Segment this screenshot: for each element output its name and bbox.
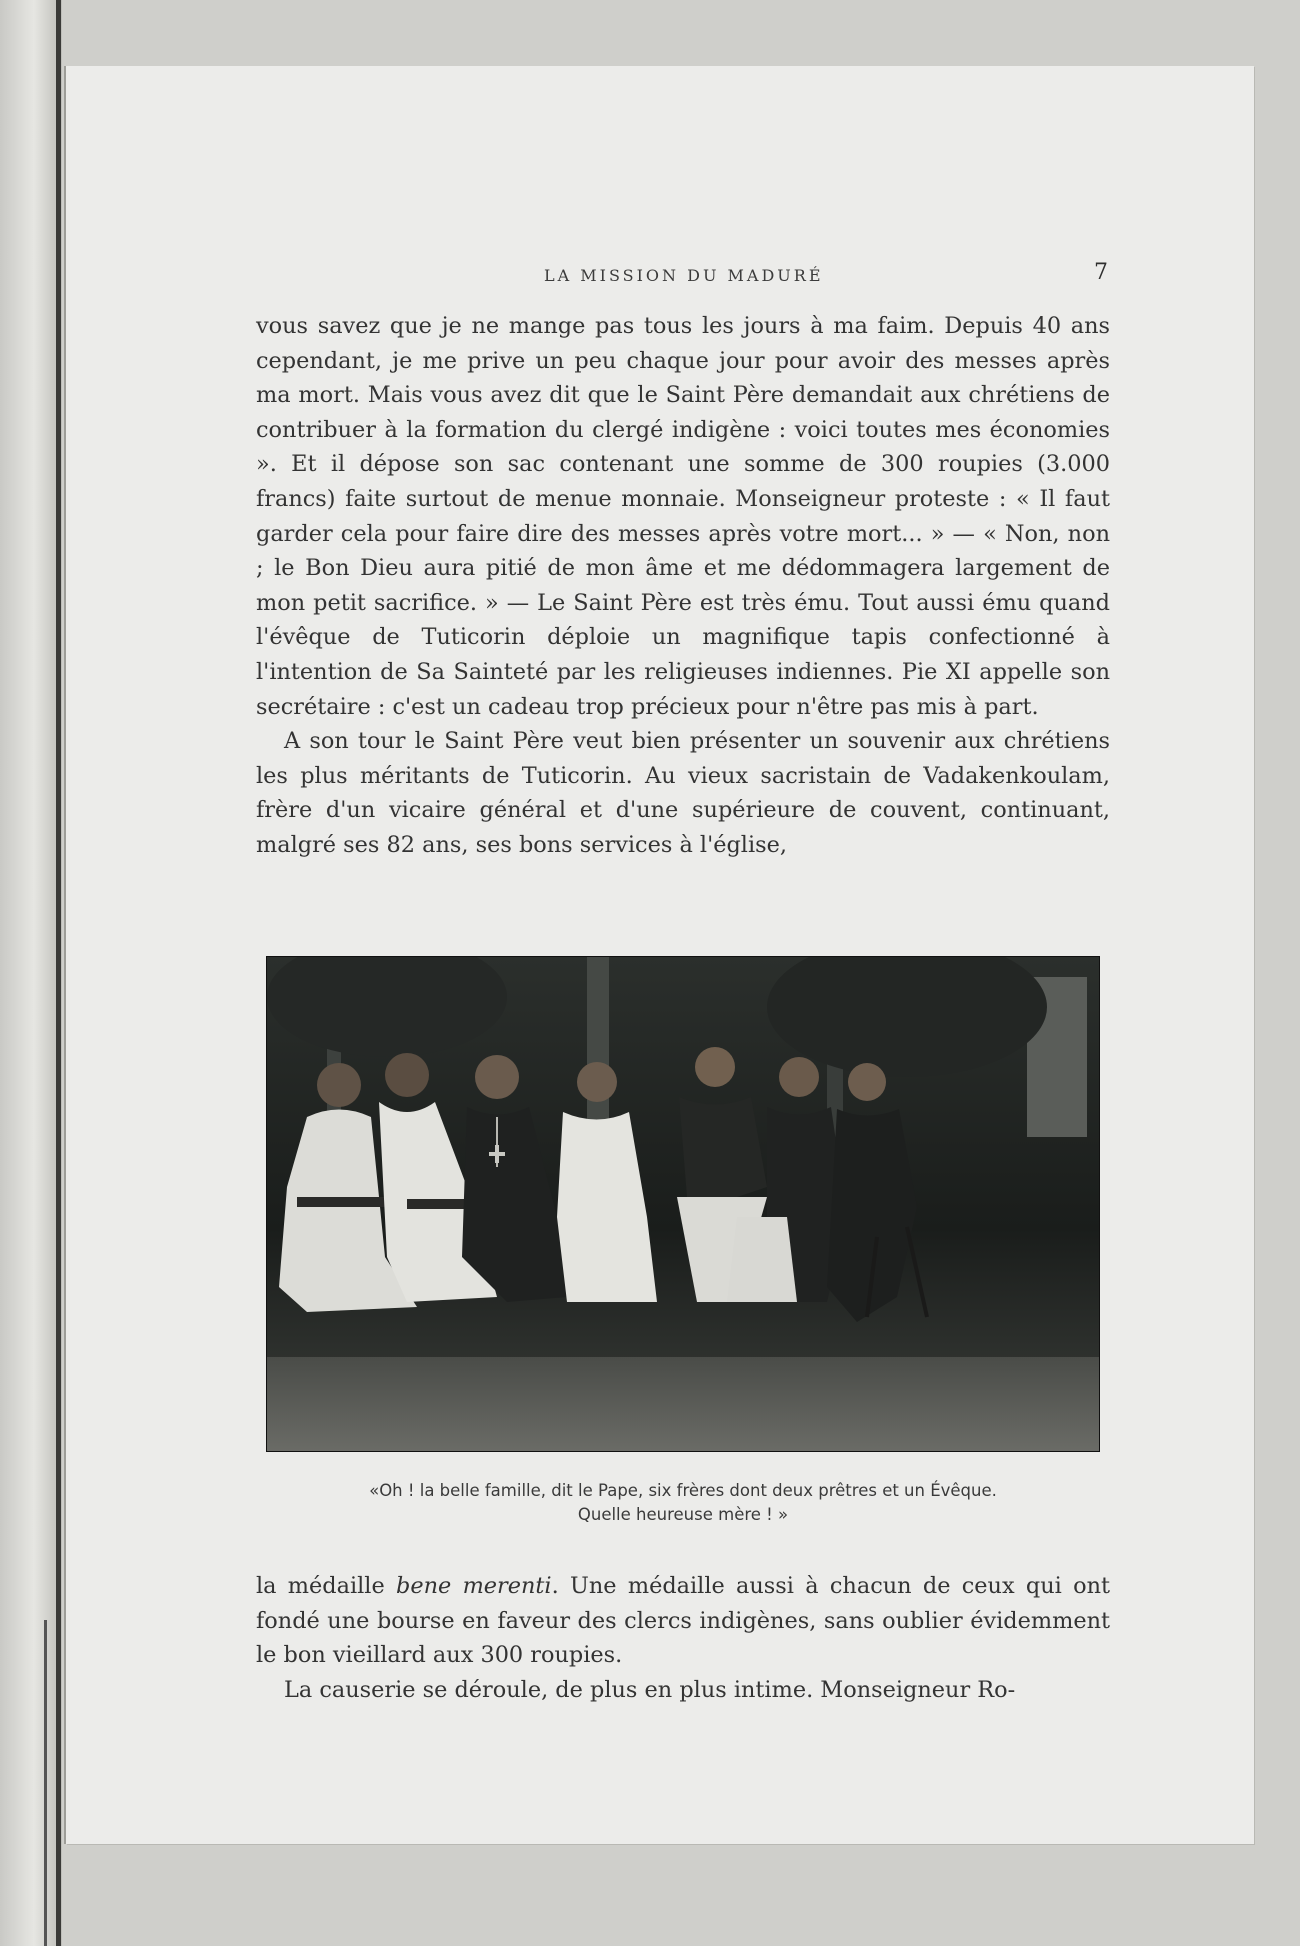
body-text-top — [256, 309, 1110, 863]
paragraph: La causerie se déroule, de plus en plus intime. Monseigneur Ro- — [284, 1676, 1016, 1703]
text-run: . Une médaille aussi à chacun de ceux qui ont fondé une bourse en faveur des clercs indigènes, sans oublier évidemment le bon vieillard aux 300 roupies. — [256, 1573, 1111, 1669]
paragraph: vous savez que je ne mange pas tous les jours à ma faim. Depuis 40 ans cependant, je me prive un peu chaque jour pour avoir des messes après ma mort. Mais vous avez dit que le Saint Père demandait aux chrétiens de contribuer à la formation du clergé indigène : voici toutes mes économies ». Et il dépose son sac contenant une somme de 300 roupies (3.000 francs) faite surtout de menue monnaie. Monseigneur proteste : « Il faut garder cela pour faire dire des messes après votre mort... » — « Non, non ; le Bon Dieu aura pitié de mon âme et me dédommagera largement de mon petit sacrifice. » — Le Saint Père est très ému. Tout aussi ému quand l'évêque de Tuticorin déploie un magnifique tapis confectionné à l'intention de Sa Sainteté par les religieuses indiennes. Pie XI appelle son secrétaire : c'est un cadeau trop précieux pour n'être pas mis à part. — [256, 313, 1110, 720]
photo-caption — [256, 1479, 1110, 1527]
paragraph — [256, 1569, 1110, 1673]
italic-term: bene merenti — [396, 1573, 552, 1599]
body-text-bottom — [256, 1569, 1110, 1707]
group-photograph — [266, 956, 1100, 1452]
book-page — [66, 66, 1254, 1844]
running-head-title: LA MISSION DU MADURÉ — [544, 266, 824, 285]
scan-binding-edge-lower — [44, 1620, 47, 1946]
caption-line: Quelle heureuse mère ! » — [577, 1505, 789, 1524]
caption-line: «Oh ! la belle famille, dit le Pape, six frères dont deux prêtres et un Évêque. — [369, 1481, 997, 1500]
photograph-image — [267, 957, 1099, 1451]
text-run: la médaille — [256, 1573, 397, 1599]
scan-margin — [0, 0, 62, 1946]
scan-binding-edge — [56, 0, 61, 1946]
page-number: 7 — [1094, 260, 1108, 285]
paragraph: A son tour le Saint Père veut bien présenter un souvenir aux chrétiens les plus méritants de Tuticorin. Au vieux sacristain de Vadakenkoulam, frère d'un vicaire général et d'une supérieure de couvent, continuant, malgré ses 82 ans, ses bons services à l'église, — [256, 728, 1110, 858]
running-head — [66, 260, 1254, 290]
